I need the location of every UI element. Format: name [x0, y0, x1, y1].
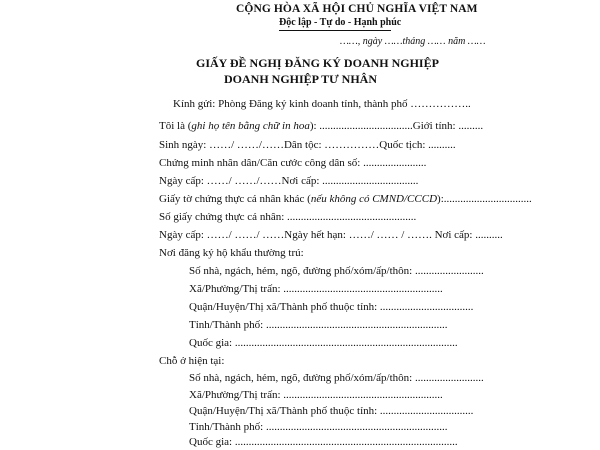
birth-ethnicity-nationality-field[interactable]: Sinh ngày: ……/ ……/……Dân tộc: ……………Quốc tịch: .......... [159, 139, 456, 151]
permanent-district-field[interactable]: Quận/Huyện/Thị xã/Thành phố thuộc tỉnh: .................................. [189, 301, 474, 313]
motto-underline [279, 30, 391, 31]
current-province-field[interactable]: Tỉnh/Thành phố: .................................................................. [189, 421, 448, 433]
national-motto: Độc lập - Tự do - Hạnh phúc [279, 17, 402, 28]
permanent-country-field[interactable]: Quốc gia: ................................................................................. [189, 337, 458, 349]
other-document-issue-field[interactable]: Ngày cấp: ……/ ……/ ……Ngày hết hạn: ……/ …… / ……. Nơi cấp: .......... [159, 229, 503, 241]
addressee: Kính gửi: Phòng Đăng ký kinh doanh tỉnh, thành phố …………….. [173, 98, 471, 110]
permanent-province-field[interactable]: Tỉnh/Thành phố: .................................................................. [189, 319, 448, 331]
permanent-address-label: Nơi đăng ký hộ khẩu thường trú: [159, 247, 304, 259]
other-document-label: Giấy tờ chứng thực cá nhân khác ( [159, 193, 311, 205]
national-title: CỘNG HÒA XÃ HỘI CHỦ NGHĨA VIỆT NAM [236, 3, 478, 15]
current-street-field[interactable]: Số nhà, ngách, hẻm, ngõ, đường phố/xóm/ấp/thôn: ......................... [189, 372, 484, 384]
full-name-label: Tôi là ( [159, 120, 192, 132]
current-address-label: Chỗ ở hiện tại: [159, 355, 225, 367]
permanent-ward-field[interactable]: Xã/Phường/Thị trấn: .......................................................... [189, 283, 443, 295]
full-name-rest: ): ..................................Giới tính: ......... [309, 120, 484, 132]
current-district-field[interactable]: Quận/Huyện/Thị xã/Thành phố thuộc tỉnh: .................................. [189, 405, 474, 417]
id-number-field[interactable]: Chứng minh nhân dân/Căn cước công dân số: ....................... [159, 157, 427, 169]
current-country-field[interactable]: Quốc gia: ................................................................................. [189, 436, 458, 448]
id-issue-field[interactable]: Ngày cấp: ……/ ……/……Nơi cấp: ................................... [159, 175, 419, 187]
full-name-hint: ghi họ tên bằng chữ in hoa [191, 120, 310, 132]
document-title: GIẤY ĐỀ NGHỊ ĐĂNG KÝ DOANH NGHIỆP [196, 56, 439, 70]
other-document-hint: nếu không có CMND/CCCD [310, 193, 438, 205]
other-document-field[interactable] [159, 194, 532, 205]
permanent-street-field[interactable]: Số nhà, ngách, hẻm, ngõ, đường phố/xóm/ấp/thôn: ......................... [189, 265, 484, 277]
date-line: ……, ngày ……tháng …… năm …… [340, 36, 486, 47]
full-name-field[interactable] [159, 121, 483, 132]
other-document-number-field[interactable]: Số giấy chứng thực cá nhân: ............................................... [159, 211, 417, 223]
current-ward-field[interactable]: Xã/Phường/Thị trấn: .......................................................... [189, 389, 443, 401]
document-subtitle: DOANH NGHIỆP TƯ NHÂN [224, 72, 378, 86]
other-document-rest: ):................................ [437, 193, 532, 205]
